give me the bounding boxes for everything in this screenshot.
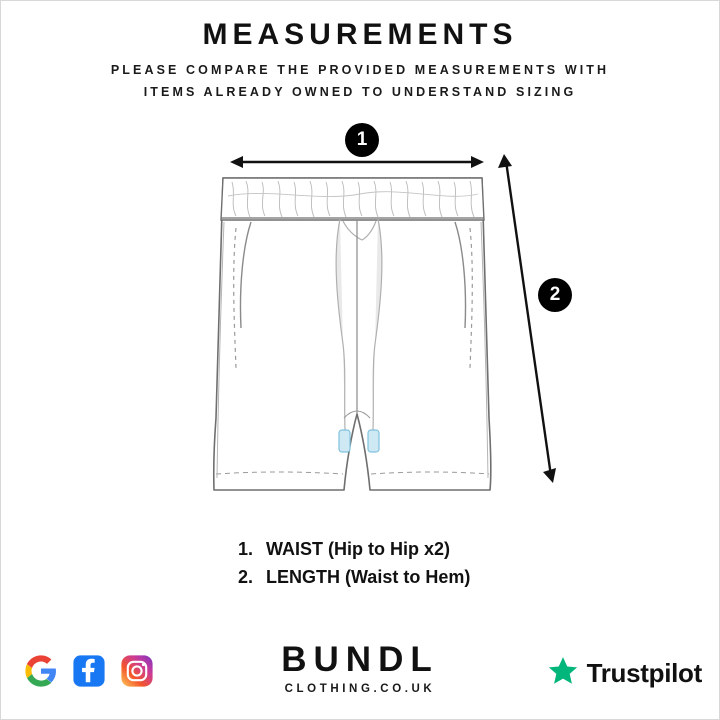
brand-domain: CLOTHING.CO.UK — [284, 682, 436, 695]
legend — [238, 535, 638, 591]
trustpilot-label: Trustpilot — [586, 658, 702, 688]
trustpilot-star-icon — [547, 655, 579, 692]
trustpilot-logo[interactable] — [547, 655, 702, 692]
length-arrow-head-top — [498, 154, 512, 168]
waistband — [221, 178, 484, 220]
length-measure-arrow — [506, 161, 551, 476]
page-subtitle — [0, 60, 720, 104]
header — [0, 18, 720, 104]
legend-item-waist — [238, 535, 638, 563]
waist-arrow-head-right — [471, 156, 484, 168]
subtitle-line-1: PLEASE COMPARE THE PROVIDED MEASUREMENTS WITH — [110, 63, 610, 77]
legend-item-length-number: 2. — [238, 567, 254, 587]
badge-waist-1: 1 — [345, 123, 379, 157]
length-arrow-head-bottom — [543, 468, 556, 483]
shorts-diagram — [0, 118, 720, 518]
legend-item-waist-number: 1. — [238, 539, 254, 559]
shorts-technical-drawing — [0, 118, 720, 518]
drawstring-aglets — [339, 430, 379, 452]
brand-name: BUNDL — [281, 640, 439, 679]
shorts-outline — [214, 178, 491, 490]
subtitle-line-2: ITEMS ALREADY OWNED TO UNDERSTAND SIZING — [143, 84, 577, 99]
legend-item-length — [238, 563, 638, 591]
waist-arrow-head-left — [230, 156, 243, 168]
legend-item-length-label: LENGTH (Waist to Hem) — [266, 567, 471, 587]
legend-item-waist-label: WAIST (Hip to Hip x2) — [266, 539, 450, 559]
footer — [0, 630, 720, 720]
page-title: MEASUREMENTS — [202, 18, 518, 51]
badge-length-2: 2 — [538, 278, 572, 312]
